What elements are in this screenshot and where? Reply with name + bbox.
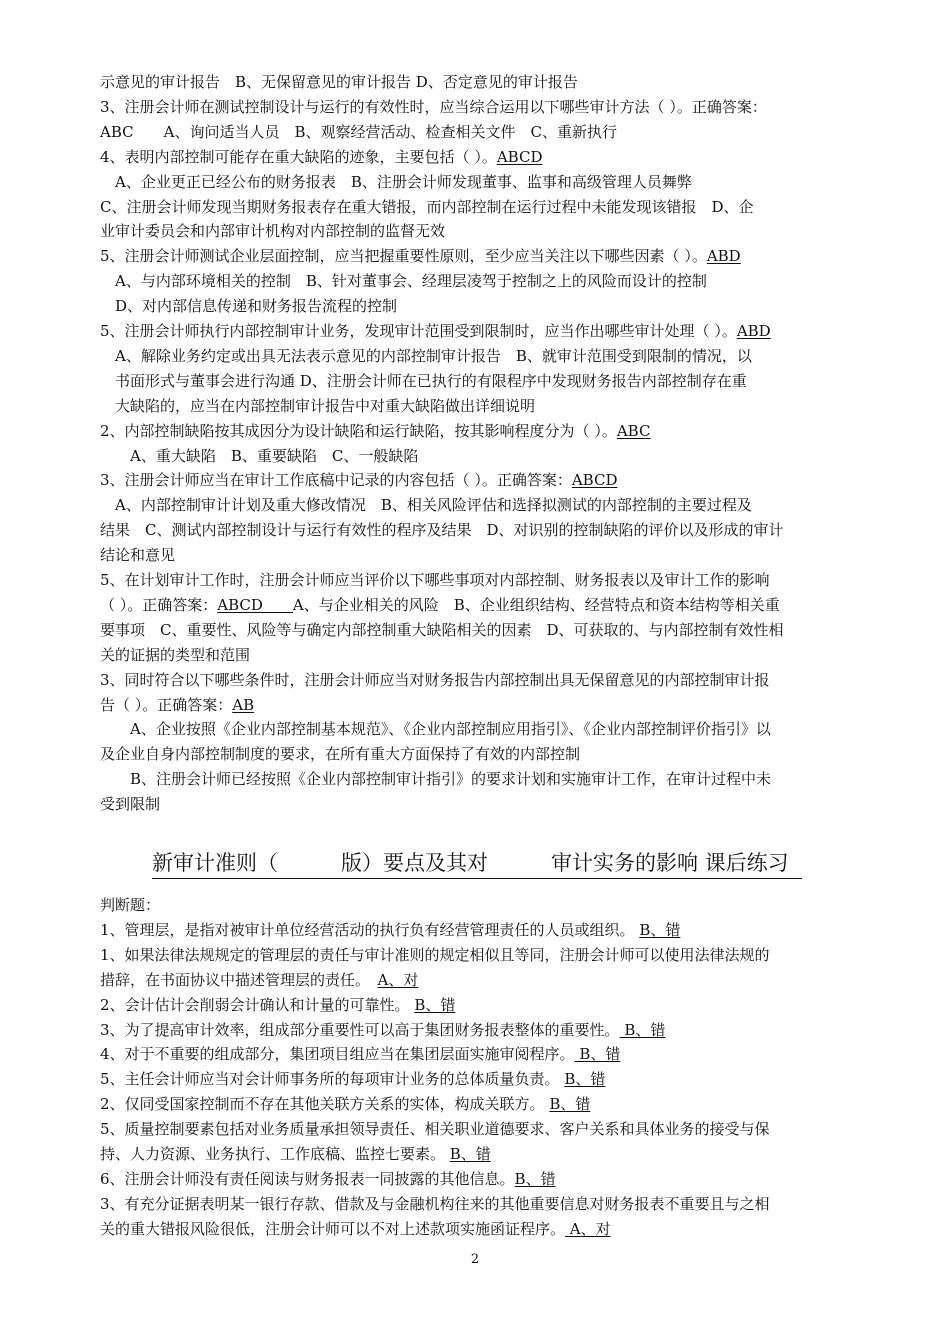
text-line — [100, 767, 852, 792]
line-text: A、企业按照《企业内部控制基本规范》、《企业内部控制应用指引》、《企业内部控制评价指引》以 — [100, 720, 771, 739]
text-line — [100, 219, 852, 244]
answer-key: ABCD — [217, 595, 293, 614]
line-text: 关的重大错报风险很低，注册会计师可以不对上述款项实施函证程序。 — [100, 1219, 566, 1238]
line-text: 结果 C、测试内部控制设计与运行有效性的程序及结果 D、对识别的控制缺陷的评价以及形成的审计 — [100, 521, 784, 540]
answer-key: B、错 — [564, 1070, 606, 1089]
line-text: 及企业自身内部控制制度的要求，在所有重大方面保持了有效的内部控制 — [100, 745, 581, 764]
answer-key: B、错 — [574, 1045, 621, 1064]
line-text: B、注册会计师已经按照《企业内部控制审计指引》的要求计划和实施审计工作，在审计过程中未 — [100, 770, 772, 789]
text-line — [100, 1018, 852, 1043]
line-text: 5、注册会计师执行内部控制审计业务，发现审计范围受到限制时，应当作出哪些审计处理（ ）。 — [100, 322, 737, 340]
text-line — [100, 943, 852, 968]
text-line — [100, 993, 852, 1018]
text-line — [100, 643, 852, 668]
text-line — [100, 195, 852, 220]
text-line — [100, 394, 852, 419]
text-line — [100, 1092, 852, 1117]
line-text: 5、主任会计师应当对会计师事务所的每项审计业务的总体质量负责。 — [100, 1070, 565, 1089]
answer-key: ABD — [706, 247, 741, 266]
text-line — [100, 918, 852, 943]
text-line — [100, 717, 852, 742]
text-line — [100, 369, 852, 394]
text-line — [100, 95, 852, 120]
line-text: A、企业更正已经公布的财务报表 B、注册会计师发现董事、监事和高级管理人员舞弊 — [100, 172, 692, 191]
text-line — [100, 170, 852, 195]
text-line — [100, 70, 852, 95]
line-text: 2、会计估计会削弱会计确认和计量的可靠性。 — [100, 995, 415, 1014]
line-text: 判断题： — [100, 896, 161, 914]
line-text: 3、注册会计师在测试控制设计与运行的有效性时，应当综合运用以下哪些审计方法（ ）。正确答案： — [100, 97, 767, 116]
line-text: D、对内部信息传递和财务报告流程的控制 — [100, 297, 398, 316]
text-line — [100, 742, 852, 767]
page-number: 2 — [470, 1252, 480, 1267]
line-text: 1、如果法律法规规定的管理层的责任与审计准则的规定相似且等同，注册会计师可以使用法律法规的 — [100, 945, 770, 964]
line-text: 告（ ）。正确答案： — [100, 695, 233, 714]
line-text: 3、注册会计师应当在审计工作底稿中记录的内容包括（ ）。正确答案： — [100, 471, 572, 490]
answer-key: ABCD — [571, 471, 618, 490]
text-line — [100, 618, 852, 643]
text-line — [100, 1167, 852, 1192]
text-line — [100, 792, 852, 817]
line-text: A、内部控制审计计划及重大修改情况 B、相关风险评估和选择拟测试的内部控制的主要过程及 — [100, 496, 752, 515]
text-line — [100, 468, 852, 493]
answer-key: B、错 — [449, 1145, 491, 1163]
line-text: 措辞，在书面协议中描述管理层的责任。 — [100, 970, 378, 989]
line-text: 2、仅同受国家控制而不存在其他关联方关系的实体，构成关联方。 — [100, 1095, 550, 1114]
text-line — [100, 419, 852, 444]
text-line — [100, 1192, 852, 1217]
line-text: A、与内部环境相关的控制 B、针对董事会、经理层凌驾于控制之上的风险而设计的控制 — [100, 272, 707, 291]
line-text: C、注册会计师发现当期财务报表存在重大错报，而内部控制在运行过程中未能发现该错报 D、企 — [100, 197, 754, 216]
line-text-continued: A、与企业相关的风险 B、企业组织结构、经营特点和资本结构等相关重 — [292, 595, 780, 614]
line-text: 5、质量控制要素包括对业务质量承担领导责任、相关职业道德要求、客户关系和具体业务的接受与保 — [100, 1120, 770, 1139]
line-text: 结论和意见 — [100, 546, 176, 565]
line-text: ABC A、询问适当人员 B、观察经营活动、检查相关文件 C、重新执行 — [100, 122, 617, 141]
text-line — [100, 593, 852, 618]
line-text: A、重大缺陷 B、重要缺陷 C、一般缺陷 — [100, 446, 419, 465]
line-text: （ ）。正确答案： — [100, 595, 218, 614]
line-text: A、解除业务约定或出具无法表示意见的内部控制审计报告 B、就审计范围受到限制的情况，以 — [100, 346, 752, 365]
line-text: 3、为了提高审计效率，组成部分重要性可以高于集团财务报表整体的重要性。 — [100, 1020, 620, 1039]
text-line — [100, 493, 852, 518]
answer-key: ABC — [616, 421, 651, 440]
line-text: 持、人力资源、业务执行、工作底稿、监控七要素。 — [100, 1145, 450, 1163]
line-text: 4、表明内部控制可能存在重大缺陷的迹象，主要包括（ ）。 — [100, 147, 497, 166]
answer-key: ABCD — [496, 147, 543, 166]
text-line — [100, 518, 852, 543]
text-line — [100, 244, 852, 269]
text-line — [100, 1042, 852, 1067]
line-text: 5、注册会计师测试企业层面控制，应当把握重要性原则，至少应当关注以下哪些因素（ ）。 — [100, 247, 707, 266]
text-line — [100, 145, 852, 170]
line-text: 书面形式与董事会进行沟通 D、注册会计师在已执行的有限程序中发现财务报告内部控制存在重 — [100, 371, 747, 390]
answer-key: B、错 — [549, 1095, 591, 1114]
text-line — [100, 1142, 852, 1167]
text-line — [100, 568, 852, 593]
text-line — [100, 294, 852, 319]
section-title: 新审计准则（ 版）要点及其对 审计实务的影响 课后练习 — [152, 848, 802, 879]
text-line — [100, 319, 852, 344]
text-line — [100, 543, 852, 568]
answer-key: B、错 — [414, 995, 456, 1014]
answer-key: AB — [232, 695, 255, 714]
text-line — [100, 893, 852, 918]
line-text: 1、管理层，是指对被审计单位经营活动的执行负有经营管理责任的人员或组织。 — [100, 920, 640, 939]
line-text: 5、在计划审计工作时，注册会计师应当评价以下哪些事项对内部控制、财务报表以及审计工作的影响 — [100, 571, 770, 589]
line-text: 大缺陷的，应当在内部控制审计报告中对重大缺陷做出详细说明 — [100, 396, 536, 415]
line-text: 示意见的审计报告 B、无保留意见的审计报告 D、否定意见的审计报告 — [100, 73, 578, 91]
answer-key: B、错 — [619, 1020, 666, 1039]
text-line — [100, 444, 852, 469]
line-text: 要事项 C、重要性、风险等与确定内部控制重大缺陷相关的因素 D、可获取的、与内部控制有效性相 — [100, 620, 784, 639]
text-line — [100, 693, 852, 718]
answer-key: B、错 — [514, 1169, 556, 1188]
answer-key: ABD — [736, 322, 771, 340]
line-text: 6、注册会计师没有责任阅读与财务报表一同披露的其他信息。 — [100, 1169, 515, 1188]
answer-key: B、错 — [639, 920, 681, 939]
line-text: 3、同时符合以下哪些条件时，注册会计师应当对财务报告内部控制出具无保留意见的内部控制审计报 — [100, 670, 770, 689]
text-line — [100, 269, 852, 294]
line-text: 关的证据的类型和范围 — [100, 645, 251, 664]
text-line — [100, 1217, 852, 1242]
line-text: 2、内部控制缺陷按其成因分为设计缺陷和运行缺陷，按其影响程度分为（ ）。 — [100, 421, 617, 440]
text-line — [100, 344, 852, 369]
text-line — [100, 668, 852, 693]
answer-key: A、对 — [377, 970, 419, 989]
line-text: 4、对于不重要的组成部分，集团项目组应当在集团层面实施审阅程序。 — [100, 1045, 575, 1064]
answer-key: A、对 — [565, 1219, 611, 1238]
line-text: 3、有充分证据表明某一银行存款、借款及与金融机构往来的其他重要信息对财务报表不重要且与之相 — [100, 1194, 770, 1213]
line-text: 受到限制 — [100, 795, 161, 814]
text-line — [100, 968, 852, 993]
line-text: 业审计委员会和内部审计机构对内部控制的监督无效 — [100, 222, 446, 241]
text-line — [100, 120, 852, 145]
text-line — [100, 1067, 852, 1092]
text-line — [100, 1117, 852, 1142]
